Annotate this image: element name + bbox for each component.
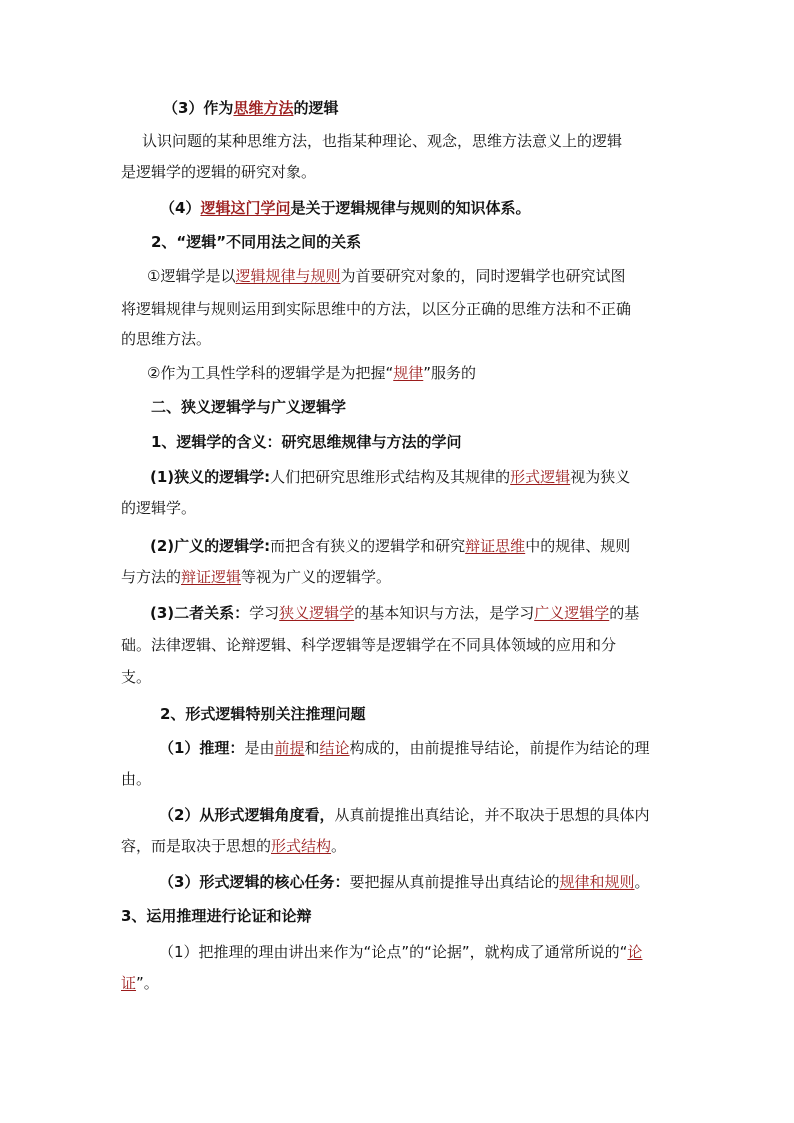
- highlighted-term: 思维方法: [233, 99, 294, 117]
- text-segment: 。: [634, 873, 650, 891]
- text-segment: ”服务的: [423, 364, 477, 382]
- text-segment: 2、“逻辑”不同用法之间的关系: [151, 233, 362, 251]
- highlighted-term: 前提: [274, 739, 305, 757]
- text-line: [150, 603, 639, 623]
- text-line: [159, 872, 650, 892]
- text-segment: 与方法的: [121, 568, 182, 586]
- text-line: [163, 98, 338, 118]
- text-segment: 的基: [609, 604, 640, 622]
- text-line: [147, 363, 476, 383]
- text-line: [151, 432, 461, 452]
- highlighted-term: 逻辑这门学问: [200, 199, 291, 217]
- text-segment: 2、形式逻辑特别关注推理问题: [160, 705, 366, 723]
- text-line: [121, 498, 196, 518]
- text-segment: 的逻辑: [293, 99, 339, 117]
- text-segment: 的逻辑学。: [121, 499, 197, 517]
- text-line: [160, 198, 530, 218]
- text-line: [121, 299, 631, 319]
- text-line: [150, 467, 630, 487]
- highlighted-term: 结论: [319, 739, 350, 757]
- text-segment: 将逻辑规律与规则运用到实际思维中的方法，以区分正确的思维方法和不正确: [121, 300, 632, 318]
- text-segment: 和: [304, 739, 320, 757]
- highlighted-term: 辩证思维: [465, 537, 526, 555]
- text-line: [147, 266, 625, 286]
- text-segment: 为首要研究对象的，同时逻辑学也研究试图: [340, 267, 626, 285]
- text-segment: 础。法律逻辑、论辩逻辑、科学逻辑等是逻辑学在不同具体领域的应用和分: [121, 636, 617, 654]
- text-segment: （2）从形式逻辑角度看，: [159, 806, 335, 824]
- text-segment: ②作为工具性学科的逻辑学是为把握“: [147, 364, 394, 382]
- text-segment: 容，而是取决于思想的: [121, 837, 272, 855]
- text-line: [121, 329, 211, 349]
- highlighted-term: 狭义逻辑学: [279, 604, 355, 622]
- text-segment: （4）: [160, 199, 201, 217]
- text-line: [159, 738, 650, 758]
- highlighted-term: 论: [627, 943, 643, 961]
- text-segment: 认识问题的某种思维方法，也指某种理论、观念，思维方法意义上的逻辑: [142, 132, 623, 150]
- text-segment: 3、运用推理进行论证和论辩: [121, 907, 312, 925]
- text-segment: （3）形式逻辑的核心任务：: [159, 873, 350, 891]
- text-line: [142, 131, 622, 151]
- text-segment: 要把握从真前提推导出真结论的: [349, 873, 560, 891]
- text-segment: 。: [331, 837, 347, 855]
- text-segment: 二、狭义逻辑学与广义逻辑学: [151, 398, 347, 416]
- text-line: [121, 667, 151, 687]
- text-segment: 学习: [249, 604, 280, 622]
- text-segment: 人们把研究思维形式结构及其规律的: [270, 468, 511, 486]
- text-segment: 由。: [121, 770, 152, 788]
- text-segment: (1)狭义的逻辑学:: [150, 468, 271, 486]
- text-segment: 而把含有狭义的逻辑学和研究: [270, 537, 466, 555]
- text-segment: （1）把推理的理由讲出来作为“论点”的“论据”，就构成了通常所说的“: [159, 943, 628, 961]
- text-line: [151, 232, 361, 252]
- text-segment: 是由: [244, 739, 275, 757]
- text-segment: 是关于逻辑规律与规则的知识体系。: [290, 199, 531, 217]
- text-line: [121, 769, 151, 789]
- highlighted-term: 形式逻辑: [510, 468, 571, 486]
- text-segment: 1、逻辑学的含义：研究思维规律与方法的学问: [151, 433, 462, 451]
- highlighted-term: 逻辑规律与规则: [235, 267, 341, 285]
- text-line: [159, 805, 649, 825]
- text-line: [121, 836, 346, 856]
- text-segment: (3)二者关系：: [150, 604, 250, 622]
- text-segment: 的基本知识与方法，是学习: [354, 604, 535, 622]
- text-segment: 支。: [121, 668, 152, 686]
- text-segment: （3）作为: [163, 99, 234, 117]
- text-line: [121, 973, 159, 993]
- text-line: [121, 635, 616, 655]
- text-line: [151, 397, 346, 417]
- highlighted-term: 规律: [393, 364, 424, 382]
- text-line: [159, 942, 642, 962]
- text-line: [160, 704, 365, 724]
- text-segment: 视为狭义: [570, 468, 631, 486]
- highlighted-term: 证: [121, 974, 137, 992]
- text-segment: 中的规律、规则: [525, 537, 631, 555]
- text-segment: （1）推理：: [159, 739, 245, 757]
- highlighted-term: 形式结构: [271, 837, 332, 855]
- text-segment: 从真前提推出真结论，并不取决于思想的具体内: [334, 806, 650, 824]
- text-segment: 的思维方法。: [121, 330, 212, 348]
- text-line: [150, 536, 630, 556]
- text-segment: (2)广义的逻辑学:: [150, 537, 271, 555]
- text-segment: ”。: [136, 974, 159, 992]
- highlighted-term: 辩证逻辑: [181, 568, 242, 586]
- text-line: [121, 906, 311, 926]
- text-segment: 等视为广义的逻辑学。: [241, 568, 392, 586]
- text-segment: 构成的，由前提推导结论，前提作为结论的理: [349, 739, 650, 757]
- highlighted-term: 广义逻辑学: [534, 604, 610, 622]
- text-segment: 是逻辑学的逻辑的研究对象。: [121, 163, 317, 181]
- highlighted-term: 规律和规则: [559, 873, 635, 891]
- text-segment: ①逻辑学是以: [147, 267, 236, 285]
- text-line: [121, 567, 391, 587]
- text-line: [121, 162, 316, 182]
